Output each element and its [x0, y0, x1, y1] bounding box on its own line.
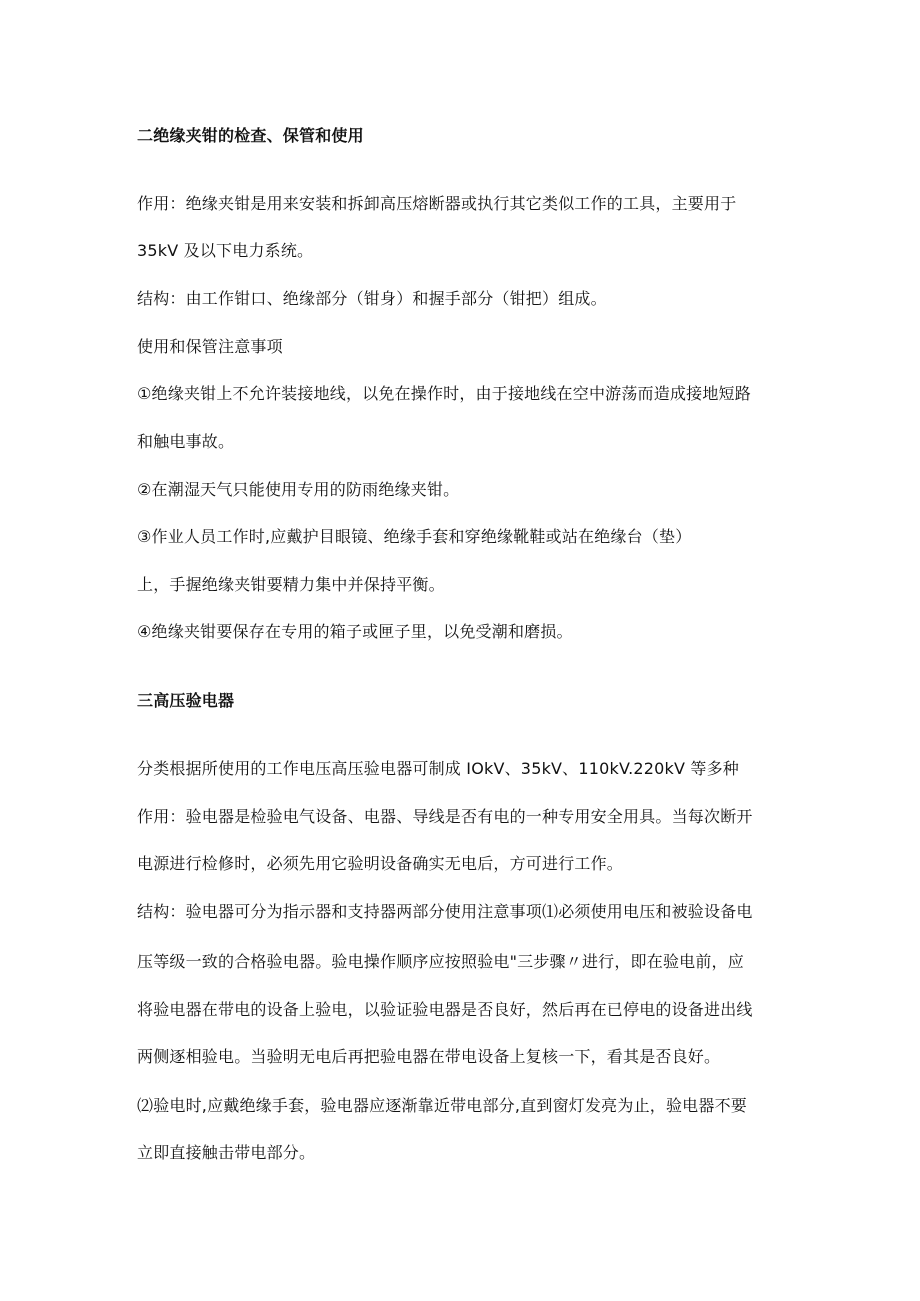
section-heading-insulating-clamp: 二绝缘夹钳的检查、保管和使用 [137, 126, 364, 145]
paragraph-line: 分类根据所使用的工作电压高压验电器可制成 IOkV、35kV、110kV.220kV 等多种 [137, 759, 739, 778]
paragraph-line: 立即直接触击带电部分。 [137, 1143, 316, 1162]
paragraph-line: 作用：验电器是检验电气设备、电器、导线是否有电的一种专用安全用具。当每次断开 [137, 807, 753, 826]
paragraph-line: ③作业人员工作时,应戴护目眼镜、绝缘手套和穿绝缘靴鞋或站在绝缘台（垫） [137, 527, 692, 546]
paragraph-line: ④绝缘夹钳要保存在专用的箱子或匣子里，以免受潮和磨损。 [137, 622, 573, 641]
paragraph-line: 压等级一致的合格验电器。验电操作顺序应按照验电"三步骤〃进行，即在验电前，应 [137, 952, 744, 971]
paragraph-line: 使用和保管注意事项 [137, 337, 283, 356]
section-heading-voltage-detector: 三高压验电器 [137, 691, 235, 710]
paragraph-line: 结构：验电器可分为指示器和支持器两部分使用注意事项⑴必须使用电压和被验设备电 [137, 902, 753, 921]
paragraph-line: ⑵验电时,应戴绝缘手套，验电器应逐渐靠近带电部分,直到窗灯发亮为止，验电器不要 [137, 1096, 747, 1115]
paragraph-line: 结构：由工作钳口、绝缘部分（钳身）和握手部分（钳把）组成。 [137, 289, 607, 308]
paragraph-line: 两侧逐相验电。当验明无电后再把验电器在带电设备上复核一下，看其是否良好。 [137, 1047, 721, 1066]
paragraph-line: 35kV 及以下电力系统。 [137, 241, 314, 260]
paragraph-line: 作用：绝缘夹钳是用来安装和拆卸高压熔断器或执行其它类似工作的工具，主要用于 [137, 194, 737, 213]
paragraph-line: ①绝缘夹钳上不允许装接地线，以免在操作时，由于接地线在空中游荡而造成接地短路 [137, 384, 751, 403]
paragraph-line: 将验电器在带电的设备上验电，以验证验电器是否良好，然后再在已停电的设备进出线 [137, 1000, 753, 1019]
paragraph-line: ②在潮湿天气只能使用专用的防雨绝缘夹钳。 [137, 480, 460, 499]
paragraph-line: 电源进行检修时，必须先用它验明设备确实无电后，方可进行工作。 [137, 854, 624, 873]
paragraph-line: 和触电事故。 [137, 432, 235, 451]
paragraph-line: 上，手握绝缘夹钳要精力集中并保持平衡。 [137, 575, 445, 594]
